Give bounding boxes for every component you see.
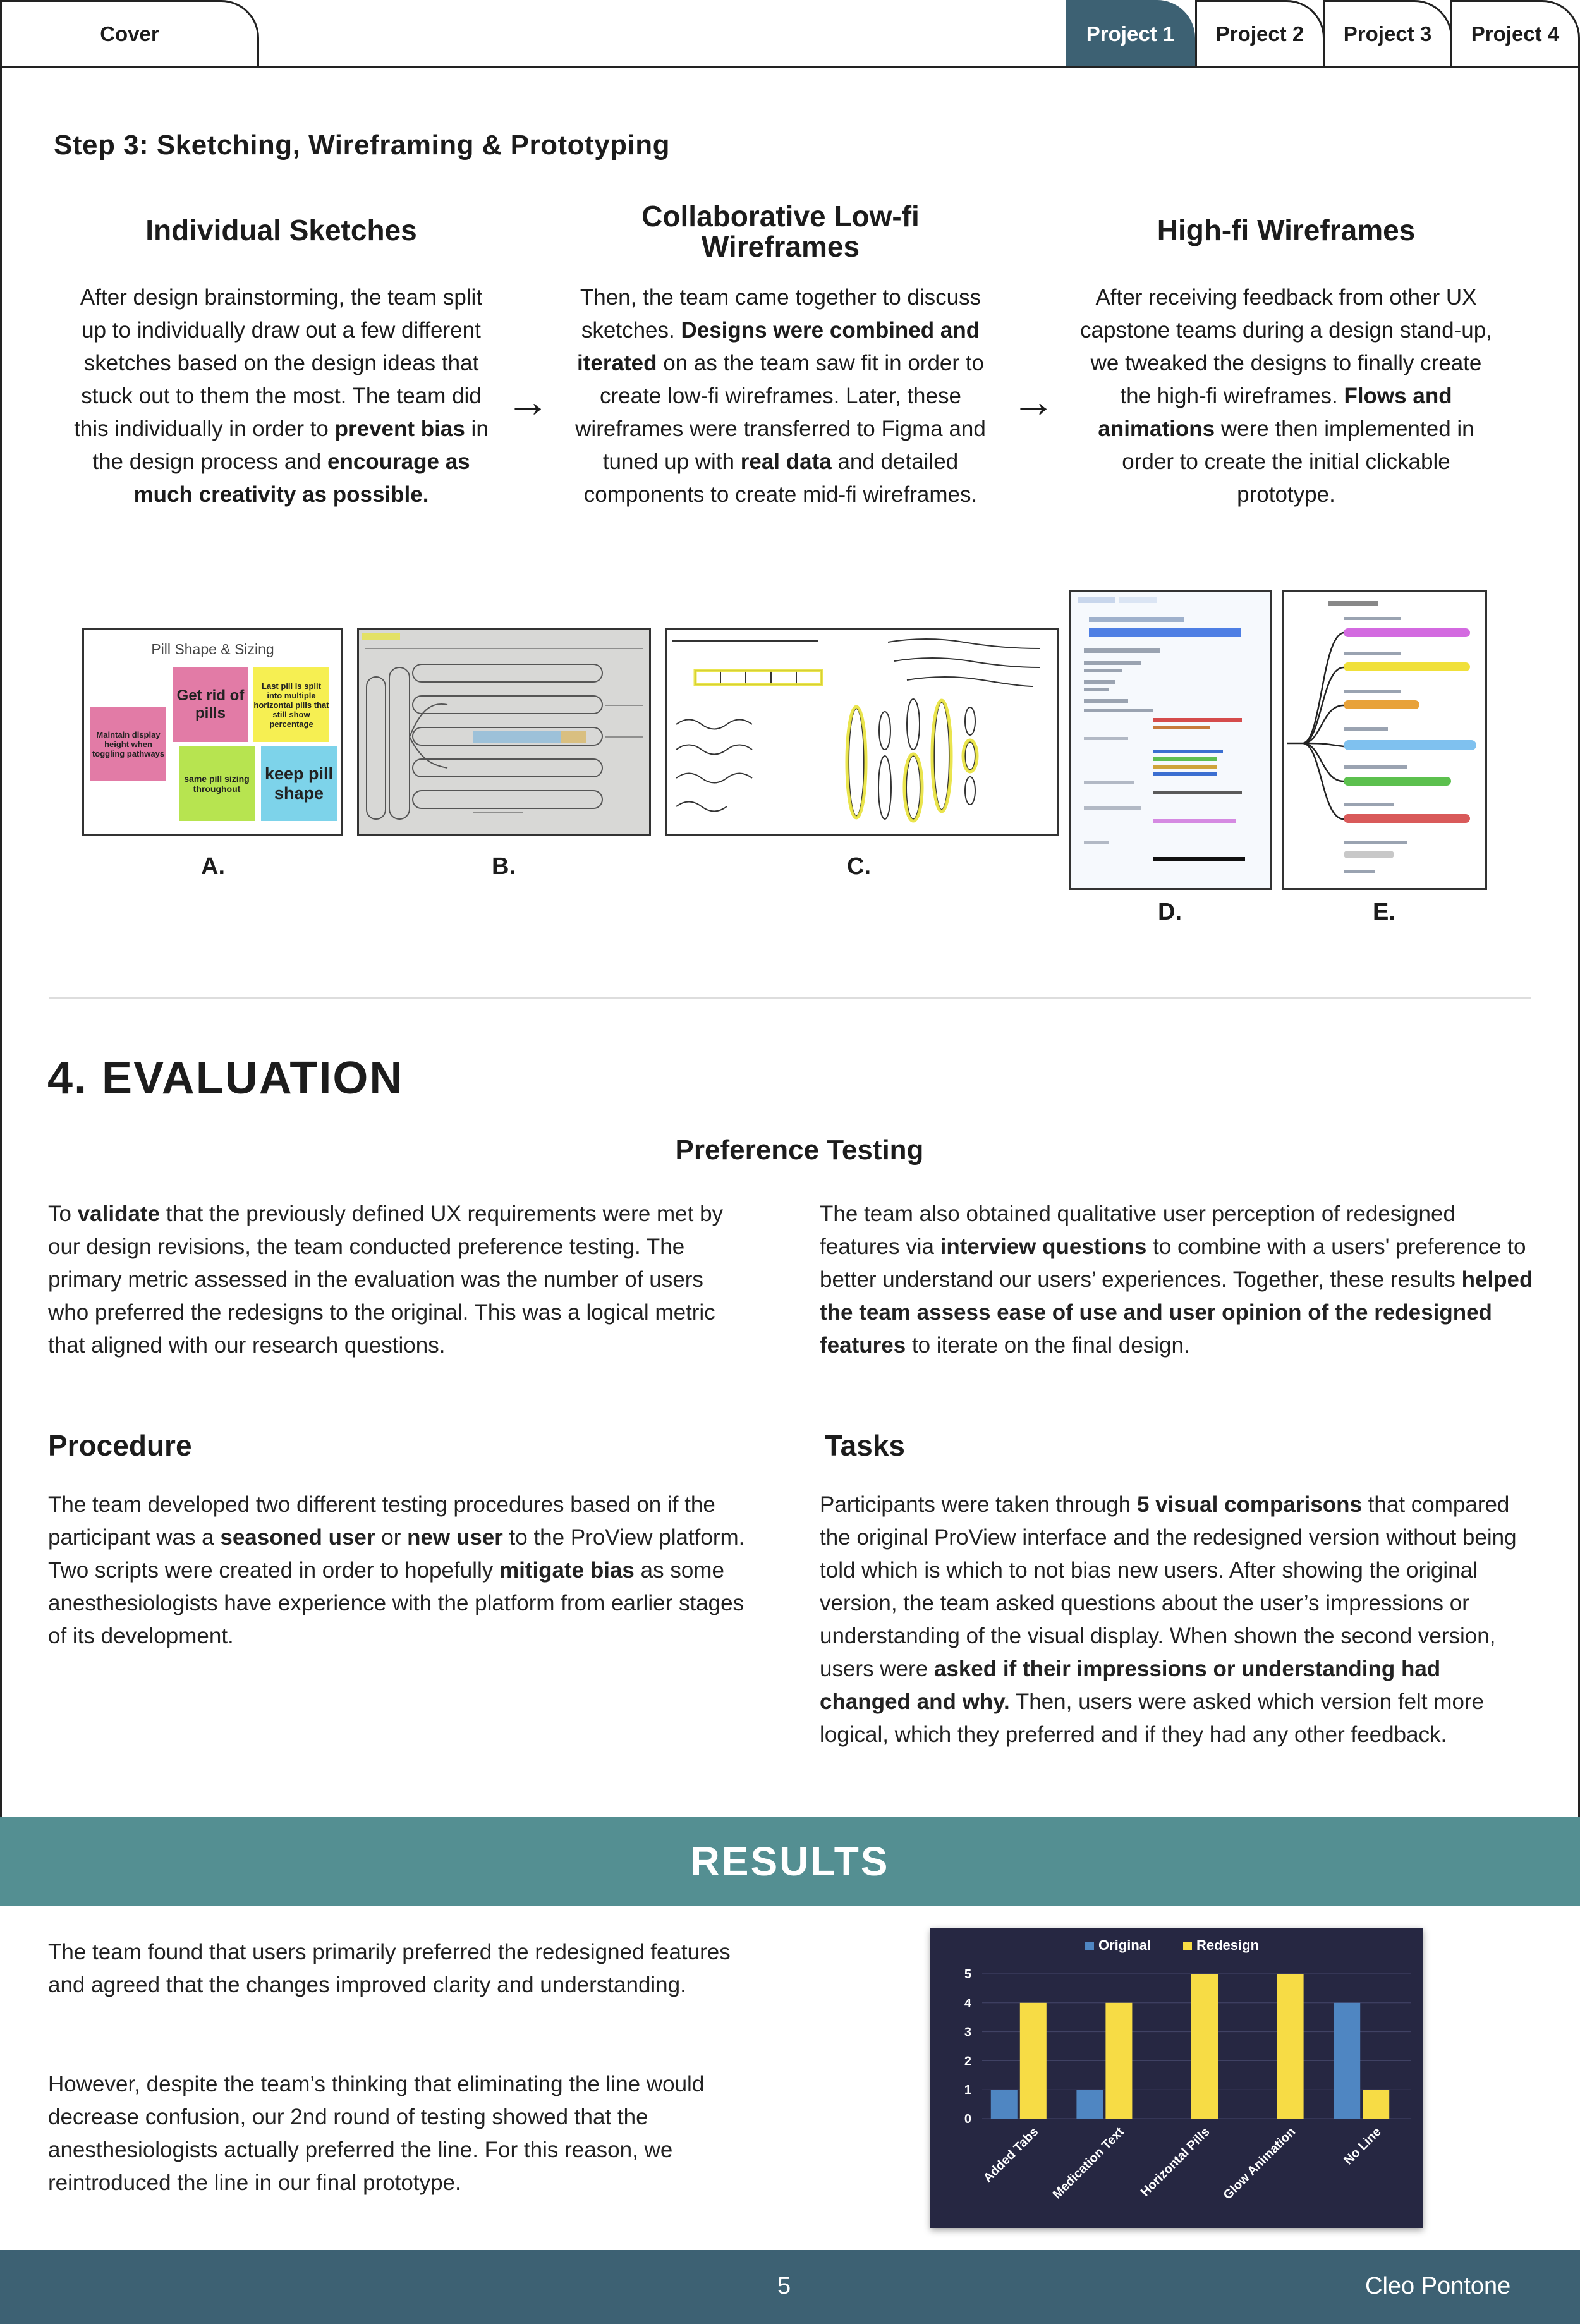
y-tick-label: 1: [964, 2083, 971, 2098]
caption-c: C.: [847, 853, 871, 880]
evaluation-left-paragraph: To validate that the previously defined UX requirements were met by our design revisions, the team conducted preference testing. The primary metric assessed in the evaluation was the number of users who preferred the redesigns to the original. This was a logical metric that aligned with our research questions.: [48, 1202, 724, 1358]
results-paragraph-2: However, despite the team’s thinking that eliminating the line would decrease confusion, our 2nd round of testing showed that the anesthesiologists actually preferred the line. For this reason, we reintroduced the line in our final prototype.: [48, 2072, 705, 2195]
page-number: 5: [777, 2273, 791, 2299]
x-category-label: Horizontal Pills: [1138, 2124, 1213, 2199]
caption-d: D.: [1158, 899, 1182, 925]
caption-e: E.: [1373, 899, 1395, 925]
step-3-heading: Step 3: Sketching, Wireframing & Prototyping: [54, 130, 671, 161]
pencil-sketch: [359, 630, 649, 834]
section-divider: [49, 997, 1531, 999]
arrow-right-icon: →: [506, 377, 550, 426]
tab-project-2[interactable]: Project 2: [1195, 0, 1325, 66]
caption-a: A.: [201, 853, 225, 880]
collaborative-wireframes-title: Collaborative Low-fi Wireframes: [641, 200, 920, 263]
collaborative-wireframes-text: Then, the team came together to discuss sketches. Designs were combined and iterated on as the team saw fit in order to create low-fi wireframes. Later, these wireframes were transferred to Figma and tuned up with real data and detailed components to create mid-fi wireframes.: [575, 285, 986, 507]
legend-swatch-redesign: [1183, 1942, 1192, 1950]
sticky-note: Maintain display height when toggling pathways: [90, 707, 166, 781]
pill-sketch: [667, 630, 1057, 834]
individual-sketches-title: Individual Sketches: [145, 214, 417, 246]
y-tick-label: 4: [964, 1996, 971, 2011]
x-category-label: Medication Text: [1050, 2124, 1127, 2202]
x-category-label: No Line: [1341, 2124, 1384, 2168]
sketch-image-a: [82, 628, 343, 836]
y-tick-label: 2: [964, 2054, 971, 2069]
arrow-right-icon: →: [1011, 377, 1055, 426]
caption-b: B.: [492, 853, 516, 880]
results-paragraph-1: The team found that users primarily preferred the redesigned features and agreed that the changes improved clarity and understanding.: [48, 1940, 731, 1997]
y-tick-label: 5: [964, 1968, 971, 1981]
results-title: RESULTS: [690, 1839, 890, 1884]
tab-project-1[interactable]: Project 1: [1066, 0, 1195, 66]
sticky-note: Last pill is split into multiple horizontal pills that still show percentage: [253, 667, 329, 742]
procedure-title: Procedure: [48, 1429, 192, 1462]
tasks-paragraph: Participants were taken through 5 visual comparisons that compared the original ProView interface and the redesigned version without being told which is which to not bias new users. After showing the original version, the team asked questions about the user’s impressions or understanding of the visual display. When shown the second version, users were asked if their impressions or understanding had changed and why. Then, users were asked which version felt more logical, which they preferred and if they had any other feedback.: [820, 1492, 1517, 1747]
evaluation-title: 4. EVALUATION: [47, 1053, 404, 1104]
x-category-label: Glow Animation: [1220, 2124, 1299, 2203]
preference-testing-subtitle: Preference Testing: [675, 1135, 924, 1165]
tab-project-4[interactable]: Project 4: [1450, 0, 1580, 66]
page-frame-left: [0, 66, 2, 1817]
bar-original-added-tabs: [991, 2090, 1018, 2119]
sticky-board-title: Pill Shape & Sizing: [151, 641, 274, 657]
footer-author: Cleo Pontone: [1365, 2273, 1511, 2299]
wireframe-d-graphic: [1071, 592, 1270, 888]
legend-label-original: Original: [1098, 1937, 1152, 1953]
legend-swatch-original: [1085, 1942, 1094, 1950]
hifi-wireframes-text: After receiving feedback from other UX capstone teams during a design stand-up, we tweaked the designs to finally create the high-fi wireframes. Flows and animations were then implemented in order to create the initial clickable prototype.: [1080, 285, 1492, 507]
bar-original-no-line: [1334, 2003, 1360, 2119]
sketch-image-b: [357, 628, 651, 836]
wireframe-image-d: [1069, 590, 1272, 890]
bar-redesign-horizontal-pills: [1191, 1974, 1218, 2119]
bar-redesign-added-tabs: [1020, 2003, 1047, 2119]
bar-chart-svg: [930, 1928, 1423, 2228]
y-tick-label: 0: [964, 2112, 971, 2126]
sticky-note: Get rid of pills: [173, 667, 248, 742]
individual-sketches-text: After design brainstorming, the team split up to individually draw out a few different sketches based on the design ideas that stuck out to them the most. The team did this individually in order to prevent bias in the design process and encourage as much creativity as possible.: [74, 285, 489, 507]
sticky-note: keep pill shape: [261, 746, 337, 821]
x-category-label: Added Tabs: [980, 2124, 1042, 2186]
bar-redesign-medication-text: [1105, 2003, 1132, 2119]
y-tick-label: 3: [964, 2025, 971, 2040]
results-banner: [0, 1817, 1580, 1906]
wireframe-e-graphic: [1284, 592, 1485, 888]
wireframe-image-e: [1282, 590, 1487, 890]
hifi-wireframes-title: High-fi Wireframes: [1157, 214, 1416, 246]
evaluation-right-paragraph: The team also obtained qualitative user perception of redesigned features via interview questions to combine with a users' preference to better understand our users’ experiences. Together, these results helped the team assess ease of use and user opinion of the redesigned features to iterate on the final design.: [820, 1202, 1533, 1358]
bar-redesign-glow-animation: [1277, 1974, 1304, 2119]
bar-redesign-no-line: [1363, 2090, 1389, 2119]
tab-project-3[interactable]: Project 3: [1323, 0, 1452, 66]
tasks-title: Tasks: [825, 1429, 906, 1462]
tab-cover[interactable]: Cover: [0, 0, 259, 66]
page-footer: [0, 2250, 1580, 2324]
sketch-image-c: [665, 628, 1059, 836]
tab-bar-divider: [0, 66, 1580, 68]
results-chart: [930, 1928, 1423, 2228]
bar-original-medication-text: [1076, 2090, 1103, 2119]
legend-label-redesign: Redesign: [1196, 1937, 1260, 1953]
sticky-note: same pill sizing throughout: [179, 746, 255, 821]
procedure-paragraph: The team developed two different testing procedures based on if the participant was a seasoned user or new user to the ProView platform. Two scripts were created in order to hopefully mitigate bias as some anesthesiologists have experience with the platform from earlier stages of its development.: [48, 1492, 745, 1648]
